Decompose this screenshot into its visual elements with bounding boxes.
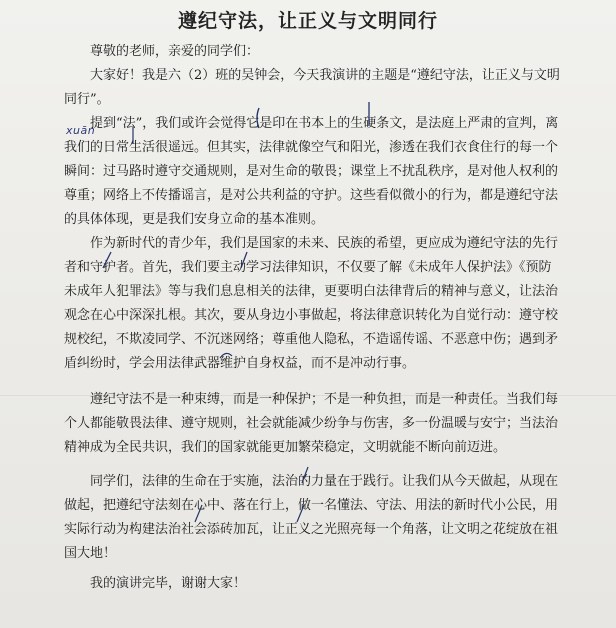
- paragraph-1: 大家好！我是六（2）班的吴钟会，今天我演讲的主题是“遵纪守法，让正义与文明同行”。: [64, 68, 560, 107]
- greeting: 尊敬的老师，亲爱的同学们：: [90, 44, 260, 59]
- document-title: 遵纪守法，让正义与文明同行: [177, 10, 438, 32]
- closing-line: 我的演讲完毕，谢谢大家！: [90, 576, 247, 591]
- paragraph-2: 提到“法”，我们或许会觉得它是印在书本上的生硬条文，是法庭上严肃的宣判，离我们的日常生活很遥远。但其实，法律就像空气和阳光，渗透在我们衣食住行的每一个瞬间：过马路时遵守交通规则，是对生命的敬畏；课堂上不扰乱秩序，是对他人权利的尊重；网络上不传播谣言，是对公共利益的守护。这些看似微小的行为，都是遵纪守法的具体体现，更是我们安身立命的基本准则。: [64, 116, 559, 227]
- paragraph-3: 作为新时代的青少年，我们是国家的未来、民族的希望，更应成为遵纪守法的先行者和守护者。首先，我们要主动学习法律知识，不仅要了解《未成年人保护法》《预防未成年人犯罪法》等与我们息息相关的法律，更要明白法律背后的精神与意义，让法治观念在心中深深扎根。其次，要从身边小事做起，将法律意识转化为自觉行动：遵守校规校纪，不欺凌同学、不沉迷网络；尊重他人隐私，不造谣传谣、不恶意中伤；遇到矛盾纠纷时，学会用法律武器维护自身权益，而不是冲动行事。: [64, 236, 559, 371]
- paragraph-5: 同学们，法律的生命在于实施，法治的力量在于践行。让我们从今天做起，从现在做起，把遵纪守法刻在心中、落在行上，做一名懂法、守法、用法的新时代小公民，用实际行动为构建法治社会添砖加瓦，让正义之光照亮每一个角落，让文明之花绽放在祖国大地！: [64, 474, 559, 561]
- document-body: [64, 40, 564, 596]
- handwritten-pinyin-annotation: xuān: [66, 124, 96, 137]
- paragraph-4: 遵纪守法不是一种束缚，而是一种保护；不是一种负担，而是一种责任。当我们每个人都能敬畏法律、遵守规则，社会就能减少纷争与伤害，多一份温暖与安宁；当法治精神成为全民共识，我们的国家就能更加繁荣稳定，文明就能不断向前迈进。: [64, 392, 559, 455]
